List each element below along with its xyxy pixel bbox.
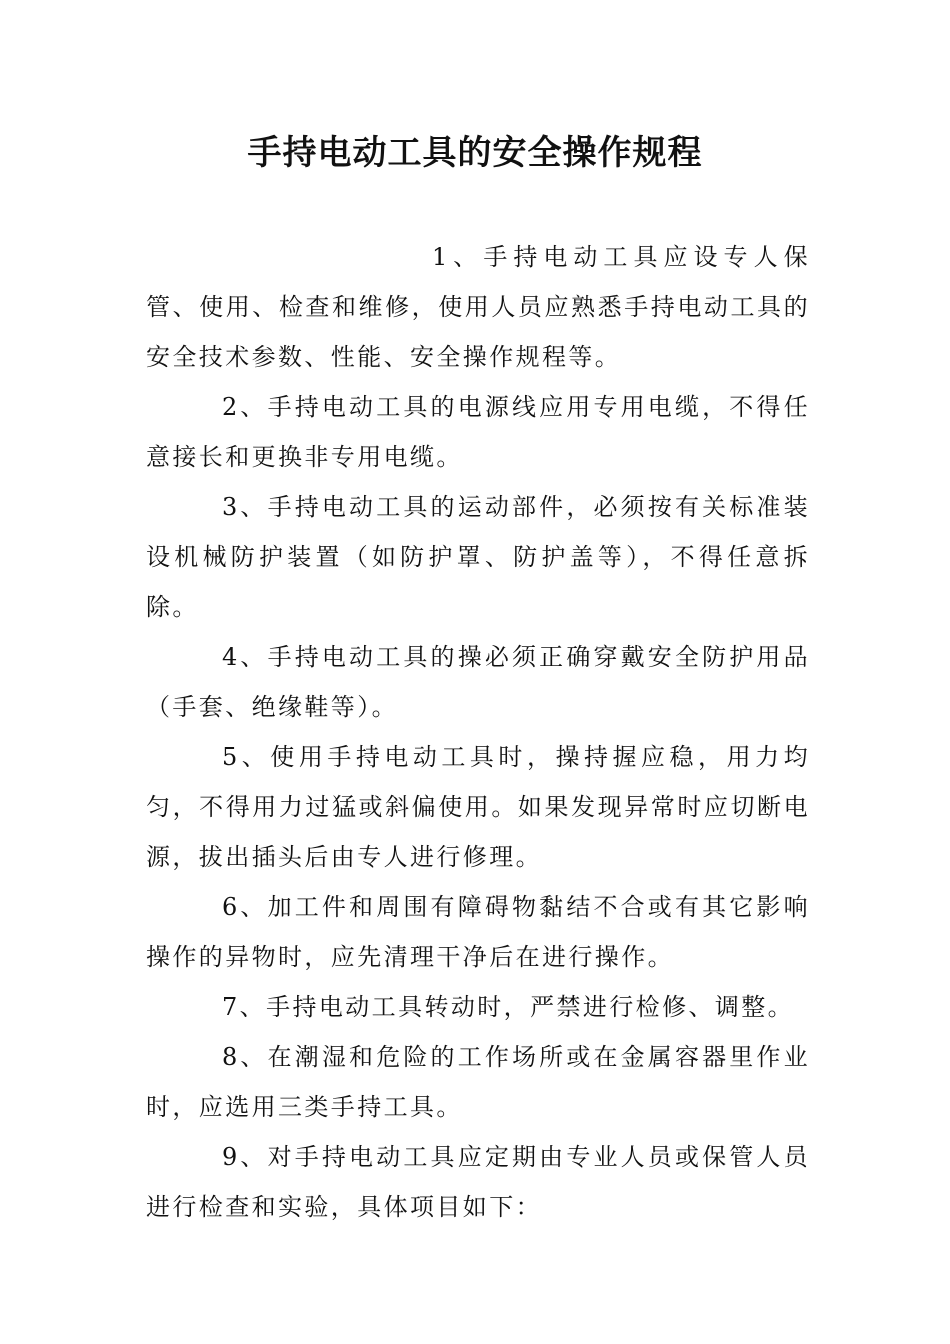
paragraph-7: 7、手持电动工具转动时，严禁进行检修、调整。 <box>222 993 795 1021</box>
paragraph-5: 5、使用手持电动工具时，操持握应稳，用力均匀，不得用力过猛或斜偏使用。如果发现异常时应切断电源，拔出插头后由专人进行修理。 <box>146 743 810 871</box>
paragraph-1: 1、手持电动工具应设专人保管、使用、检查和维修，使用人员应熟悉手持电动工具的安全技术参数、性能、安全操作规程等。 <box>146 243 810 371</box>
paragraph-4: 4、手持电动工具的操必须正确穿戴安全防护用品（手套、绝缘鞋等）。 <box>146 643 810 721</box>
paragraph-8: 8、在潮湿和危险的工作场所或在金属容器里作业时，应选用三类手持工具。 <box>146 1043 810 1121</box>
paragraph-2: 2、手持电动工具的电源线应用专用电缆，不得任意接长和更换非专用电缆。 <box>146 393 810 471</box>
document-body <box>146 232 810 1232</box>
document-title: 手持电动工具的安全操作规程 <box>247 133 703 173</box>
paragraph-3: 3、手持电动工具的运动部件，必须按有关标准装设机械防护装置（如防护罩、防护盖等），不得任意拆除。 <box>146 493 810 621</box>
paragraph-9: 9、对手持电动工具应定期由专业人员或保管人员进行检查和实验，具体项目如下： <box>146 1143 810 1221</box>
paragraph-6: 6、加工件和周围有障碍物黏结不合或有其它影响操作的异物时，应先清理干净后在进行操作。 <box>146 893 810 971</box>
